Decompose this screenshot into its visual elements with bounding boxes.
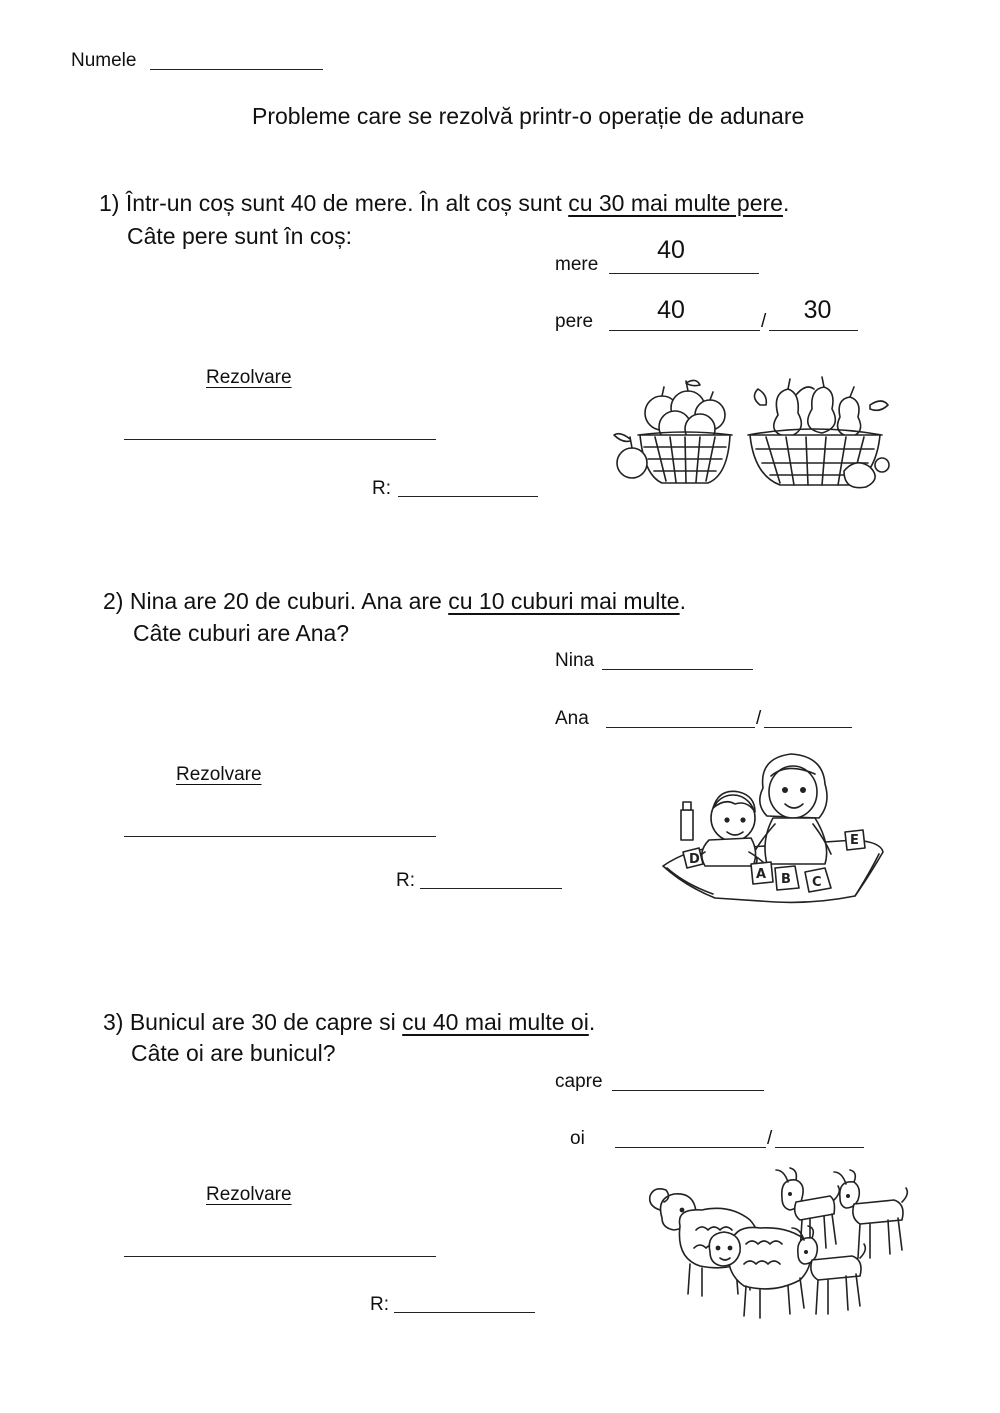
sheep-goats-icon bbox=[640, 1168, 915, 1328]
problem-2-label-nina: Nina bbox=[555, 650, 595, 671]
problem-2-slash: / bbox=[756, 708, 762, 729]
problem-1-pere-field-a[interactable] bbox=[609, 330, 760, 331]
problem-3-oi-field-a[interactable] bbox=[615, 1147, 766, 1148]
problem-3-slash: / bbox=[767, 1128, 773, 1149]
svg-text:C: C bbox=[812, 875, 822, 890]
block-b-icon bbox=[775, 866, 799, 890]
problem-1-key-phrase: cu 30 mai multe pere bbox=[568, 190, 783, 216]
problem-1-label-mere: mere bbox=[555, 254, 599, 275]
block-e-icon bbox=[845, 830, 865, 850]
problem-3-question: Câte oi are bunicul? bbox=[131, 1040, 336, 1066]
problem-3-label-capre: capre bbox=[555, 1071, 603, 1092]
problem-3-capre-field[interactable] bbox=[612, 1090, 764, 1091]
problem-3-statement: 3) Bunicul are 30 de capre si cu 40 mai multe oi. bbox=[103, 1009, 596, 1035]
svg-text:B: B bbox=[781, 872, 791, 887]
problem-1-slash: / bbox=[761, 311, 767, 332]
problem-1-statement: 1) Într-un coș sunt 40 de mere. În alt coș sunt cu 30 mai multe pere. bbox=[99, 190, 790, 216]
problem-3-key-phrase: cu 40 mai multe oi bbox=[402, 1009, 589, 1035]
problem-3-result-label: R: bbox=[370, 1294, 389, 1315]
svg-text:D: D bbox=[689, 852, 700, 867]
name-label: Numele bbox=[71, 50, 137, 71]
problem-1-answer-mere: 40 bbox=[657, 236, 685, 264]
problem-1-solution-field[interactable] bbox=[124, 439, 436, 440]
problem-2-label-ana: Ana bbox=[555, 708, 589, 729]
problem-2-statement: 2) Nina are 20 de cuburi. Ana are cu 10 cuburi mai multe. bbox=[103, 588, 686, 614]
problem-3-label-oi: oi bbox=[570, 1128, 585, 1149]
problem-1-solution-label: Rezolvare bbox=[206, 367, 292, 388]
problem-2-result-field[interactable] bbox=[420, 888, 562, 889]
problem-3-solution-field[interactable] bbox=[124, 1256, 436, 1257]
problem-2-result-label: R: bbox=[396, 870, 415, 891]
name-field[interactable] bbox=[150, 69, 323, 70]
fruit-baskets-icon bbox=[600, 375, 895, 495]
problem-2-solution-field[interactable] bbox=[124, 836, 436, 837]
children-blocks-icon bbox=[655, 748, 887, 913]
problem-1-question: Câte pere sunt în coș: bbox=[127, 223, 353, 249]
problem-2-ana-field-b[interactable] bbox=[764, 727, 852, 728]
page-title: Probleme care se rezolvă printr-o operație de adunare bbox=[252, 103, 805, 129]
problem-3-result-field[interactable] bbox=[394, 1312, 535, 1313]
problem-2-ana-field-a[interactable] bbox=[606, 727, 755, 728]
problem-2-nina-field[interactable] bbox=[602, 669, 753, 670]
goat-icon bbox=[834, 1170, 907, 1258]
problem-1-result-label: R: bbox=[372, 478, 391, 499]
problem-1-label-pere: pere bbox=[555, 311, 594, 332]
problem-2-question: Câte cuburi are Ana? bbox=[133, 620, 350, 646]
svg-text:A: A bbox=[756, 867, 767, 882]
problem-2-solution-label: Rezolvare bbox=[176, 764, 262, 785]
sheep-icon bbox=[709, 1227, 810, 1318]
block-d-icon bbox=[683, 848, 703, 868]
svg-text:E: E bbox=[850, 833, 859, 848]
block-a-icon bbox=[751, 862, 773, 884]
problem-1-mere-field[interactable] bbox=[609, 273, 759, 274]
problem-1-result-field[interactable] bbox=[398, 496, 538, 497]
problem-1-answer-pere-a: 40 bbox=[657, 296, 685, 324]
problem-1-answer-pere-b: 30 bbox=[803, 296, 832, 324]
problem-3-solution-label: Rezolvare bbox=[206, 1184, 292, 1205]
problem-1-pere-field-b[interactable] bbox=[769, 330, 858, 331]
problem-3-oi-field-b[interactable] bbox=[775, 1147, 864, 1148]
problem-2-key-phrase: cu 10 cuburi mai multe bbox=[448, 588, 680, 614]
